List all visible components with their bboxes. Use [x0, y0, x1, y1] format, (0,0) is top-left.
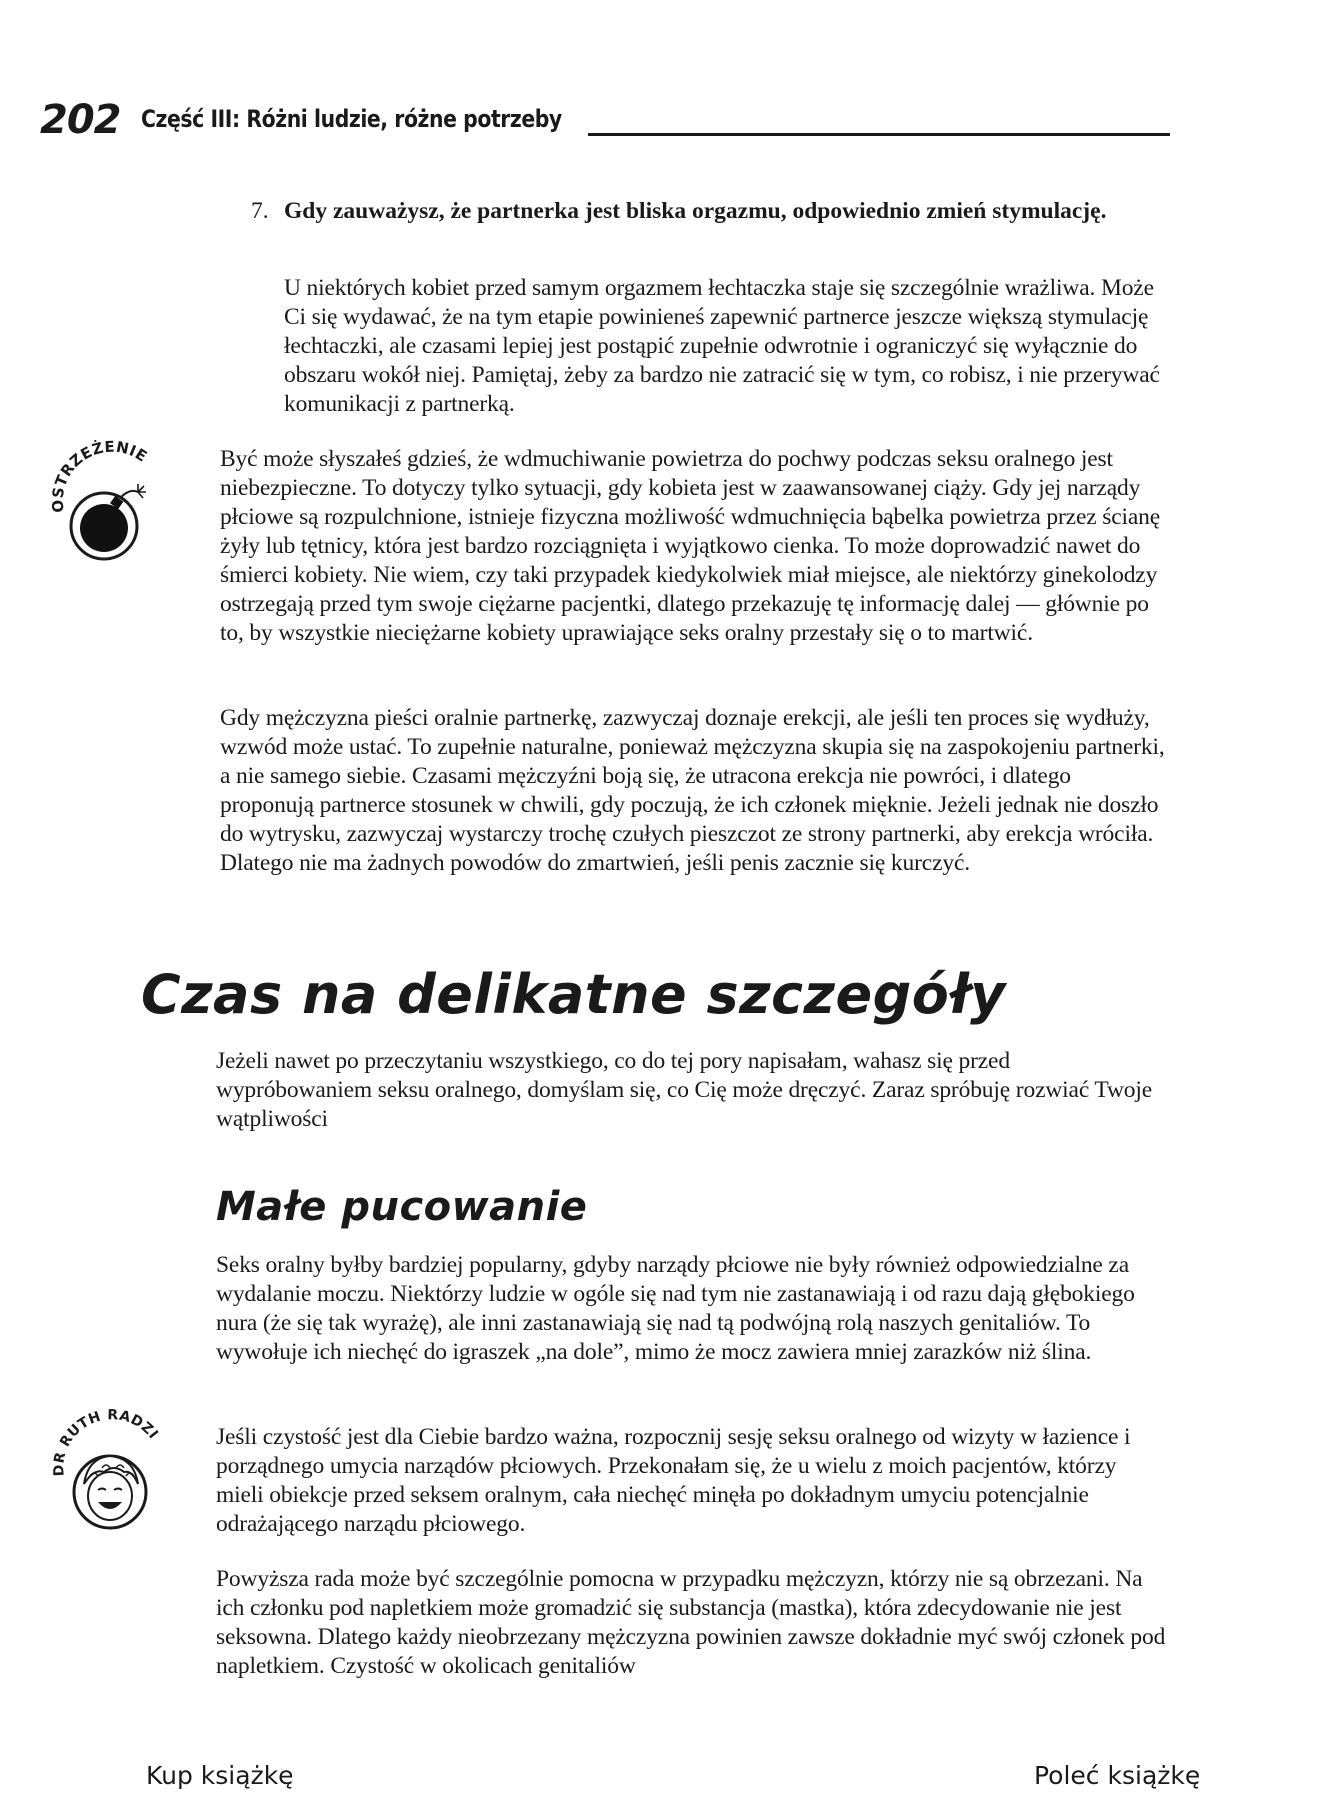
- section-intro: Jeżeli nawet po przeczytaniu wszystkiego, co do tej pory napisałam, wahasz się przed wypróbowaniem seksu oralnego, domyślam się, co Cię może dręczyć. Zaraz spróbuję rozwiać Twoje wątpliwości: [216, 1048, 1153, 1132]
- buy-book-link[interactable]: Kup książkę: [146, 1761, 294, 1790]
- running-header: [40, 98, 1170, 142]
- page-number: 202: [40, 97, 121, 143]
- list-item-title: Gdy zauważysz, że partnerka jest bliska orgazmu, odpowiednio zmień stymulację.: [284, 198, 1107, 224]
- recommend-book-link[interactable]: Poleć książkę: [1034, 1761, 1201, 1790]
- paragraph-circumcision: Powyższa rada może być szczególnie pomocna w przypadku mężczyzn, którzy nie są obrzezani. Na ich członku pod napletkiem może gromadzić się substancja (mastka), która zdecydowanie nie jest seksowna. Dlatego każdy nieobrzezany mężczyzna powinien zawsze dokładnie myć swój członek pod napletkiem. Czystość w okolicach genitaliów: [216, 1566, 1166, 1679]
- warning-icon-label: OSTRZEŻENIE: [48, 438, 151, 514]
- subsection-heading: Małe pucowanie: [216, 1184, 588, 1230]
- warning-text: Być może słyszałeś gdzieś, że wdmuchiwanie powietrza do pochwy podczas seksu oralnego jest niebezpieczne. To dotyczy tylko sytuacji, gdy kobieta jest w zaawansowanej ciąży. Gdy jej narządy płciowe są rozpulchnione, istnieje fizyczna możliwość wdmuchnięcia bąbelka powietrza przez ścianę żyły lub tętnicy, która jest bardzo rozciągnięta i wyjątkowo cienka. To może doprowadzić nawet do śmierci kobiety. Nie wiem, czy taki przypadek kiedykolwiek miał miejsce, ale niektórzy ginekolodzy ostrzegają przed tym swoje ciężarne pacjentki, dlatego przekazuję tę informację dalej — głównie po to, by wszystkie nieciężarne kobiety uprawiające seks oralny przestały się o to martwić.: [220, 446, 1161, 646]
- bomb-icon: [42, 438, 172, 568]
- section-heading: Czas na delikatne szczegóły: [141, 963, 1006, 1026]
- ruth-icon-label: DR RUTH RADZI: [51, 1407, 162, 1477]
- paragraph-hygiene: Seks oralny byłby bardziej popularny, gdyby narządy płciowe nie były również odpowiedzialne za wydalanie moczu. Niektórzy ludzie w ogóle się nad tym nie zastanawiają i od razu dają głębokiego nura (że się tak wyrażę), ale inni zastanawiają się nad tą podwójną rolą naszych genitaliów. To wywołuje ich niechęć do igraszek „na dole”, mimo że mocz zawiera mniej zarazków niż ślina.: [216, 1252, 1135, 1365]
- list-item-number: 7.: [251, 198, 269, 224]
- dr-ruth-icon: [44, 1398, 174, 1538]
- paragraph-erection: Gdy mężczyzna pieści oralnie partnerkę, zazwyczaj doznaje erekcji, ale jeśli ten proces się wydłuży, wzwód może ustać. To zupełnie naturalne, ponieważ mężczyzna skupia się na zaspokojeniu partnerki, a nie samego siebie. Czasami mężczyźni boją się, że utracona erekcja nie powróci, i dlatego proponują partnerce stosunek w chwili, gdy poczują, że ich członek mięknie. Jeżeli jednak nie doszło do wytrysku, zazwyczaj wystarczy trochę czułych pieszczot ze strony partnerki, aby erekcja wróciła. Dlatego nie ma żadnych powodów do zmartwień, jeśli penis zacznie się kurczyć.: [220, 705, 1165, 876]
- list-item-body: U niektórych kobiet przed samym orgazmem łechtaczka staje się szczególnie wrażliwa. Może Ci się wydawać, że na tym etapie powinieneś zapewnić partnerce jeszcze większą stymulację łechtaczki, ale czasami lepiej jest postąpić zupełnie odwrotnie i ograniczyć się wyłącznie do obszaru wokół niej. Pamiętaj, żeby za bardzo nie zatracić się w tym, co robisz, i nie przerywać komunikacji z partnerką.: [284, 275, 1160, 417]
- ruth-tip-text: Jeśli czystość jest dla Ciebie bardzo ważna, rozpocznij sesję seksu oralnego od wizyty w łazience i porządnego umycia narządów płciowych. Przekonałam się, że u wielu z moich pacjentów, którzy mieli obiekcje przed seksem oralnym, cała niechęć minęła po dokładnym umyciu potencjalnie odrażającego narządu płciowego.: [216, 1424, 1131, 1537]
- header-rule: [588, 133, 1170, 136]
- running-header-title: Część III: Różni ludzie, różne potrzeby: [141, 105, 562, 133]
